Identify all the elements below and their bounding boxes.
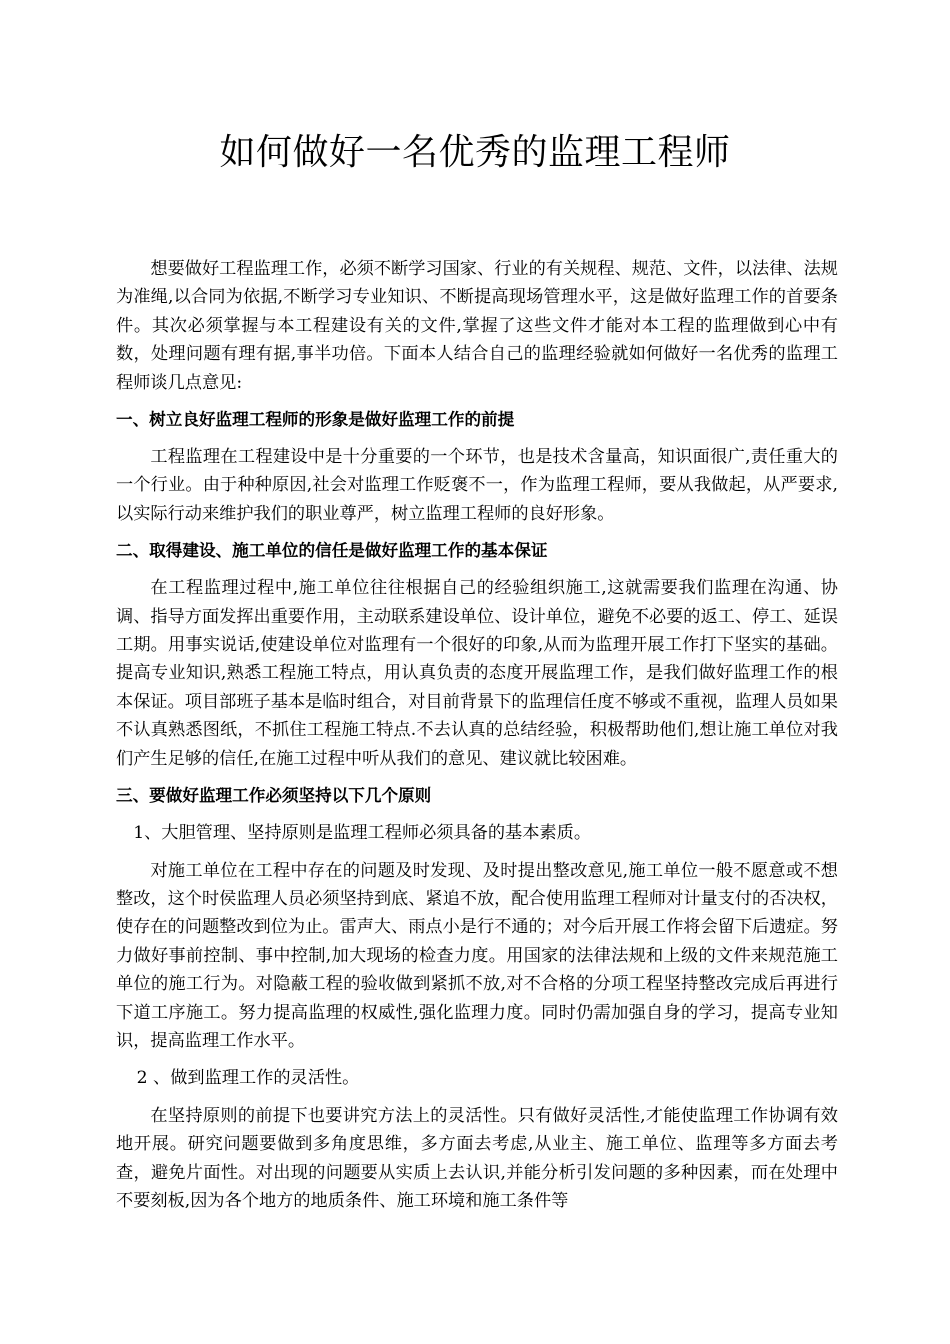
document-title: 如何做好一名优秀的监理工程师 [219, 132, 731, 173]
section-2-heading: 二、取得建设、施工单位的信任是做好监理工作的基本保证 [116, 541, 548, 561]
principle-2-paragraph: 在坚持原则的前提下也要讲究方法上的灵活性。只有做好灵活性,才能使监理工作协调有效地开展。研究问题要做到多角度思维，多方面去考虑,从业主、施工单位、监理等多方面去考查，避免片面性。对出现的问题要从实质上去认识,并能分析引发问题的多种因素，而在处理中不要刻板,因为各个地方的地质条件、施工环境和施工条件等 [116, 1105, 838, 1211]
principle-1-label: 1、大胆管理、坚持原则是监理工程师必须具备的基本素质。 [133, 823, 592, 844]
section-1-heading: 一、树立良好监理工程师的形象是做好监理工作的前提 [116, 410, 515, 430]
section-2-paragraph: 在工程监理过程中,施工单位往往根据自己的经验组织施工,这就需要我们监理在沟通、协调、指导方面发挥出重要作用，主动联系建设单位、设计单位，避免不必要的返工、停工、延误工期。用事实说话,使建设单位对监理有一个很好的印象,从而为监理开展工作打下坚实的基础。提高专业知识,熟悉工程施工特点，用认真负责的态度开展监理工作，是我们做好监理工作的根本保证。项目部班子基本是临时组合，对目前背景下的监理信任度不够或不重视，监理人员如果不认真熟悉图纸，不抓住工程施工特点.不去认真的总结经验，积极帮助他们,想让施工单位对我们产生足够的信任,在施工过程中听从我们的意见、建议就比较困难。 [116, 578, 838, 769]
document-body [116, 255, 838, 1215]
principle-2-label: 2 、做到监理工作的灵活性。 [136, 1068, 360, 1089]
section-1-paragraph: 工程监理在工程建设中是十分重要的一个环节，也是技术含量高，知识面很广,责任重大的一个行业。由于种种原因,社会对监理工作贬褒不一，作为监理工程师，要从我做起，从严要求,以实际行动来维护我们的职业尊严，树立监理工程师的良好形象。 [116, 447, 838, 524]
principle-1-paragraph: 对施工单位在工程中存在的问题及时发现、及时提出整改意见,施工单位一般不愿意或不想整改，这个时侯监理人员必须坚持到底、紧追不放，配合使用监理工程师对计量支付的否决权，使存在的问题整改到位为止。雷声大、雨点小是行不通的；对今后开展工作将会留下后遗症。努力做好事前控制、事中控制,加大现场的检查力度。用国家的法律法规和上级的文件来规范施工单位的施工行为。对隐蔽工程的验收做到紧抓不放,对不合格的分项工程坚持整改完成后再进行下道工序施工。努力提高监理的权威性,强化监理力度。同时仍需加强自身的学习，提高专业知识，提高监理工作水平。 [116, 860, 838, 1051]
intro-paragraph: 想要做好工程监理工作，必须不断学习国家、行业的有关规程、规范、文件，以法律、法规为准绳,以合同为依据,不断学习专业知识、不断提高现场管理水平，这是做好监理工作的首要条件。其次必须掌握与本工程建设有关的文件,掌握了这些文件才能对本工程的监理做到心中有数，处理问题有理有据,事半功倍。下面本人结合自己的监理经验就如何做好一名优秀的监理工程师谈几点意见: [116, 259, 838, 393]
section-3-heading: 三、要做好监理工作必须坚持以下几个原则 [116, 786, 432, 806]
